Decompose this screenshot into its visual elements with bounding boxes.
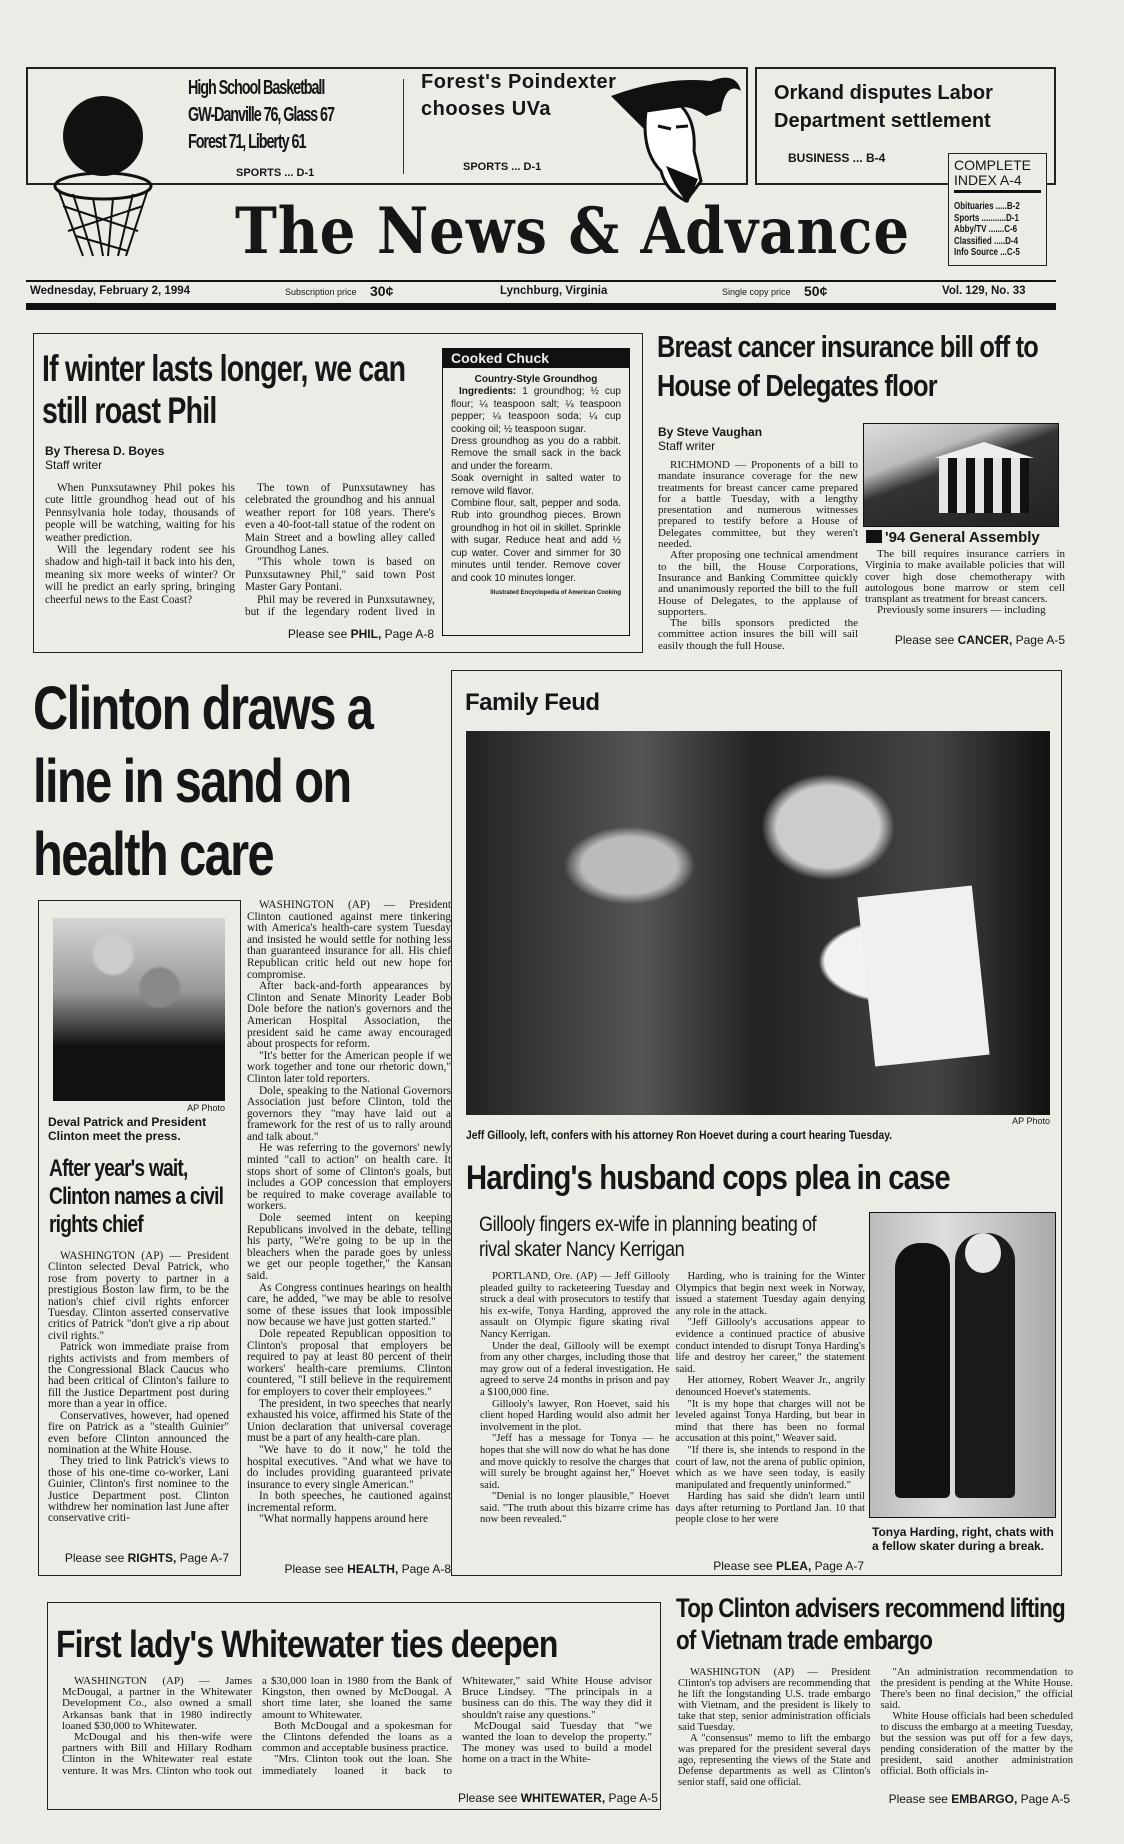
paragraph: WASHINGTON (AP) — President Clinton cautioned against mere tinkering with America's health-care system Tuesday and insisted he would settle for nothing less than guaranteed insurance for all. His chief Republican critic held out new hope for compromise. — [247, 900, 451, 981]
photo-caption: Jeff Gillooly, left, confers with his attorney Ron Hoevet during a court hearing Tuesday. — [466, 1128, 893, 1142]
index-item[interactable]: Obituaries .....B-2 — [954, 201, 1020, 212]
headline[interactable]: Harding's husband cops plea in case — [466, 1159, 950, 1197]
teaser-poindexter-ref[interactable]: SPORTS ... D-1 — [463, 161, 542, 173]
paragraph: Dole, speaking to the National Governors Association just before Clinton, told the governors they "may have laid out a framework for the rest of us to rally around and talk about." — [247, 1084, 451, 1143]
paragraph: The town of Punxsutawney has celebrated the groundhog and his annual weather report for 108 years. There's even a 40-foot-tall statue of the rodent on Main Street and a bowling alley called Groundhog Lanes. — [245, 482, 435, 557]
photo-credit: AP Photo — [1012, 1116, 1050, 1126]
headline-health[interactable]: Clinton draws a line in sand on health care — [33, 674, 373, 888]
teaser-basketball-score-1: GW-Danville 76, Glass 67 — [188, 104, 334, 126]
story-phil — [33, 333, 643, 653]
teaser-box-sports — [26, 67, 748, 185]
teaser-poindexter-title[interactable]: Forest's Poindexter chooses UVa — [421, 71, 617, 120]
basketball-hoop-icon — [48, 91, 158, 261]
index-title[interactable]: COMPLETE INDEX A-4 — [954, 158, 1041, 193]
story-whitewater — [47, 1602, 661, 1810]
paragraph: When Punxsutawney Phil pokes his cute little groundhog head out of his Pennsylvania hole today, thousands of people will be watching, waiting for his weather prediction. — [45, 482, 235, 544]
paragraph: McDougal said Tuesday that "we wanted the loan to develop the property." The money was used to build a model home on a tract in the White- — [462, 1719, 652, 1766]
subheadline: Gillooly fingers ex-wife in planning beating of rival skater Nancy Kerrigan — [479, 1213, 817, 1261]
paragraph: WASHINGTON (AP) — James McDougal, a partner in the Whitewater Development Co., also owned a small Arkansas bank that in 1980 indirectly loaned $30,000 to Whitewater. — [62, 1676, 252, 1732]
paragraph: "This whole town is based on Punxsutawney Phil," said town Post Master Gary Pontani. — [245, 556, 435, 594]
recipe-body — [443, 368, 629, 605]
story-cancer — [654, 327, 1070, 653]
recipe-steps — [451, 436, 621, 585]
byline-role: Staff writer — [45, 458, 103, 472]
recipe-subtitle: Country-Style Groundhog — [474, 374, 598, 385]
dateline — [30, 285, 1056, 301]
index-item[interactable]: Sports ...........D-1 — [954, 212, 1019, 224]
rule — [26, 280, 1056, 282]
teaser-basketball-score-2: Forest 71, Liberty 61 — [188, 131, 306, 153]
paragraph: Dress groundhog as you do a rabbit. Remove the small sack in the back and under the forearm. — [451, 436, 621, 472]
paragraph: RICHMOND — Proponents of a bill to mandate insurance coverage for the new treatments for breast cancer came prepared for a battle Tuesday, with a lengthy presentation and numerous witnesses prepared to testify before a House of Delegates committee, but they weren't needed. — [658, 460, 858, 551]
paragraph: Combine flour, salt, pepper and soda. Rub into groundhog pieces. Brown groundhog in hot oil in skillet. Sprinkle with sugar. Reduce heat and add ½ cup water. Cover and simmer for 30 minutes until tender. Remove cover and cook 10 minutes longer. — [451, 498, 621, 584]
continued-link[interactable]: Please see WHITEWATER, Page A-5 — [458, 1791, 658, 1805]
single-copy-price: 50¢ — [804, 283, 828, 299]
paragraph: "It's better for the American people if we work together and tone our rhetoric down," Clinton later told reporters. — [247, 1049, 451, 1085]
paragraph: White House officials had been scheduled to discuss the embargo at a meeting Tuesday, but the session was put off for a few days, pending consideration of the matter by the president, said another administration official. Both officials in- — [880, 1711, 1073, 1777]
continued-link[interactable]: Please see HEALTH, Page A-8 — [284, 1562, 451, 1576]
paragraph: "Denial is no longer plausible," Hoevet said. "The truth about this bizarre crime has now been revealed." — [480, 1491, 670, 1526]
story-body — [45, 482, 435, 624]
volume: Vol. 129, No. 33 — [942, 285, 1026, 297]
paragraph: Patrick won immediate praise from rights activists and from members of the Congressional Black Caucus who had been critical of Clinton's failure to fill the Justice Department post during more than a year in office. — [48, 1341, 229, 1411]
byline: By Steve Vaughan — [658, 425, 763, 439]
paragraph: Under the deal, Gillooly will be exempt from any other charges, including those that may grow out of a federal investigation. He agreed to serve 24 months in prison and pay a $100,000 fine. — [480, 1340, 670, 1398]
paragraph: Her attorney, Robert Weaver Jr., angrily denounced Hoevet's statements. — [675, 1375, 865, 1398]
continued-link[interactable]: Please see PHIL, Page A-8 — [287, 627, 434, 641]
recipe-title: Cooked Chuck — [443, 349, 629, 368]
paragraph: "Mrs. Clinton took out the loan. She immediately loaned it back to Whitewater," said White House advisor Bruce Lindsey. "The principals in a business can do this. The way they did it shouldn't raise any questions." — [262, 1676, 652, 1777]
teaser-basketball-title[interactable]: High School Basketball — [188, 77, 325, 99]
paragraph: A "consensus" memo to lift the embargo was prepared for the president several days ago, representing the views of the State and Defense departments as well as Clinton's senior staff, said one official. — [678, 1733, 871, 1788]
section-label: '94 General Assembly — [866, 529, 1040, 546]
paragraph: "Jeff Gillooly's accusations appear to evidence a continued practice of abusive conduct intended to disrupt Tonya Harding's life and destroy her career," the statement said. — [675, 1317, 865, 1375]
single-copy-label: Single copy price — [722, 287, 791, 297]
recipe-source: Illustrated Encyclopedia of American Cooking — [490, 589, 621, 596]
paragraph: Gillooly's lawyer, Ron Hoevet, said his client hoped Harding would also admit her involvement in the plot. — [480, 1398, 670, 1433]
cavalier-mascot-icon — [606, 71, 746, 211]
paragraph: Will the legendary rodent see his shadow and high-tail it back into his den, meaning six more weeks of winter? Or will he predict an early spring, bringing cheerful news to the East Coast? — [45, 544, 235, 606]
byline: By Theresa D. Boyes — [45, 444, 165, 458]
skaters-photo — [869, 1212, 1056, 1518]
byline-block — [45, 444, 164, 472]
recipe-box — [442, 348, 630, 636]
story-harding — [451, 670, 1062, 1576]
headline[interactable]: Top Clinton advisers recommend lifting of Vietnam trade embargo — [676, 1593, 1065, 1655]
paragraph: Harding has said she didn't learn until days after returning to Portland Jan. 10 that people close to her were — [675, 1491, 865, 1526]
paragraph: Phil may be revered in Punxsutawney, but if the legendary rodent lived in — [245, 593, 435, 619]
paragraph: "If there is, she intends to respond in the court of law, not the arena of public opinion, which as we have seen today, is easily manipulated and frequently uninformed." — [675, 1444, 865, 1491]
divider — [403, 79, 404, 174]
story-body — [480, 1271, 865, 1558]
headline[interactable]: Breast cancer insurance bill off to House of Delegates floor — [657, 329, 1038, 403]
teaser-basketball-lines — [188, 75, 404, 156]
paragraph: Soak overnight in salted water to remove wild flavor. — [451, 473, 621, 497]
index-item[interactable]: Abby/TV .......C-6 — [954, 224, 1018, 235]
continued-link[interactable]: Please see RIGHTS, Page A-7 — [64, 1551, 229, 1565]
paragraph: Conservatives, however, had opened fire on Patrick as a "stealth Guinier" even before Clinton announced the nomination at the White House. — [48, 1409, 229, 1456]
paragraph: He was referring to the governors' newly minted "call to action" on health care. It stops short of some of Clinton's goals, but includes a GOP concession that employers be required to make coverage available to workers. — [247, 1142, 451, 1213]
paragraph: As Congress continues hearings on health care, he added, "we may be able to resolve some of these issues that look impossible now because we have just gotten started." — [247, 1281, 451, 1329]
headline[interactable]: First lady's Whitewater ties deepen — [56, 1624, 558, 1666]
byline-block — [658, 425, 762, 453]
story-embargo — [673, 1592, 1073, 1812]
paragraph: The bills sponsors predicted the committee action insures the bill will sail easily though the full House. — [658, 617, 858, 650]
paragraph: "It is my hope that charges will not be leveled against Tonya Harding, but bear in mind that there has been no formal accusation at this point," Weaver said. — [675, 1398, 865, 1445]
teaser-orkand-title[interactable]: Orkand disputes Labor Department settlement — [774, 82, 993, 132]
paragraph: After proposing one technical amendment to the bill, the House Corporations, Insurance and Banking Committee quickly and unanimously reported the bill to the full House of Delegates, to the applause of supporters. — [658, 549, 858, 618]
paragraph: WASHINGTON (AP) — President Clinton's top advisers are recommending that he lift the longstanding U.S. trade embargo with Vietnam, and the president is likely to take that step, senior administration officials said Tuesday. — [678, 1667, 871, 1733]
paragraph: The bill requires insurance carriers in Virginia to make available policies that will cover high dose chemotherapy with autologous bone marrow or stem cell transplant as treatment for breast cancers. — [865, 549, 1065, 606]
continued-link[interactable]: Please see EMBARGO, Page A-5 — [888, 1792, 1070, 1806]
paragraph: The president, in two speeches that nearly exhausted his voice, affirmed his State of the Union declaration that universal coverage must be a part of any health-care plan. — [247, 1397, 451, 1445]
masthead-bar — [26, 303, 1056, 310]
paragraph: Both McDougal and a spokesman for the Clintons defended the loans as a common and acceptable business practice. — [262, 1719, 452, 1755]
capitol-photo — [863, 423, 1059, 527]
skaters-caption: Tonya Harding, right, chats with a fellow skater during a break. — [872, 1525, 1054, 1553]
index-item[interactable]: Classified .....D-4 — [954, 235, 1019, 247]
patrick-clinton-photo — [53, 918, 225, 1101]
headline[interactable]: If winter lasts longer, we can still roast Phil — [42, 348, 406, 431]
paragraph: "What normally happens around here — [259, 1513, 428, 1526]
index-list — [954, 201, 1024, 259]
paragraph: Previously some insurers — including — [877, 604, 1046, 617]
city: Lynchburg, Virginia — [500, 285, 608, 297]
story-body — [658, 460, 858, 650]
subscription-price: 30¢ — [370, 283, 394, 299]
story-health-body — [247, 900, 451, 1550]
section-label: Family Feud — [465, 689, 600, 716]
recipe-ingredients — [451, 386, 621, 436]
gillooly-court-photo — [466, 731, 1050, 1115]
index-item[interactable]: Info Source ...C-5 — [954, 247, 1020, 258]
subscription-label: Subscription price — [285, 287, 357, 297]
paragraph: "We have to do it now," he told the hospital executives. "And what we have to do includes providing guaranteed private insurance to every single American." — [247, 1443, 451, 1491]
photo-caption: Deval Patrick and President Clinton meet the press. — [48, 1115, 207, 1143]
issue-date: Wednesday, February 2, 1994 — [30, 285, 191, 297]
paragraph: PORTLAND, Ore. (AP) — Jeff Gillooly pleaded guilty to racketeering Tuesday and struck a deal with prosecutors to testify that his ex-wife, Tonya Harding, approved the assault on Olympic figure skating rival Nancy Kerrigan. — [480, 1271, 670, 1340]
paragraph: After back-and-forth appearances by Clinton and Senate Minority Leader Bob Dole before the nation's governors and the American Hospital Association, the president said he came away encouraged about prospects for reform. — [247, 980, 451, 1051]
teaser-basketball-ref[interactable]: SPORTS ... D-1 — [236, 167, 315, 179]
story-body — [62, 1676, 652, 1788]
index-box — [948, 153, 1047, 266]
masthead-title: The News & Advance — [235, 194, 911, 269]
story-body-2 — [865, 549, 1065, 629]
paragraph: Dole repeated Republican opposition to Clinton's proposal that employers be required to pay at least 80 percent of their workers' health-care premiums. Clinton countered, "I still believe in the requirement for employers to cover their employees." — [247, 1327, 451, 1398]
paragraph: "Jeff has a message for Tonya — he hopes that she will now do what he has done and move quickly to resolve the charges that will surely be brought against her," Hoevet said. — [480, 1433, 670, 1491]
story-rights — [38, 900, 241, 1576]
story-body — [48, 1251, 229, 1541]
paragraph: McDougal and his then-wife were partners with Bill and Hillary Rodham Clinton in the Whitewater real estate venture. It was Mrs. Clinton who took out a $30,000 loan in 1980 from the Bank of Kingston, then owned by McDougal. A short time later, she loaned the same amount to Whitewater. — [62, 1676, 452, 1777]
paragraph: Dole seemed intent on keeping Republicans involved in the debate, telling his party, "We're going to be up in the bleachers when the parade goes by unless we get our people together," the Kansan said. — [247, 1212, 451, 1282]
paragraph: Harding, who is training for the Winter Olympics that begin next week in Norway, issued a statement Tuesday again denying any role in the attack. — [675, 1271, 865, 1317]
continued-link[interactable]: Please see PLEA, Page A-7 — [713, 1559, 864, 1573]
headline[interactable]: After year's wait, Clinton names a civil rights chief — [49, 1155, 224, 1238]
paragraph: WASHINGTON (AP) — President Clinton selected Deval Patrick, who rose from poverty to partner in a prestigious Boston law firm, to be the nation's chief civil rights enforcer Tuesday. Clinton asserted conservative critics of Patrick "don't give a rip about civil rights." — [48, 1251, 229, 1342]
ingredients: 1 groundhog; ½ cup flour; ¼ teaspoon salt; ¼ teaspoon pepper; ¼ teaspoon soda; ¼ cup cooking oil; ½ teaspoon sugar. — [451, 386, 621, 435]
byline-role: Staff writer — [658, 439, 716, 453]
continued-link[interactable]: Please see CANCER, Page A-5 — [894, 633, 1065, 647]
paragraph: "An administration recommendation to the president is pending at the White House. There's been no final decision," the official said. — [880, 1667, 1073, 1711]
story-body — [678, 1667, 1073, 1789]
paragraph: In both speeches, he cautioned against incremental reform. — [247, 1490, 451, 1514]
photo-credit: AP Photo — [187, 1103, 225, 1113]
ingredients-label: Ingredients: — [459, 386, 517, 398]
paragraph: They tried to link Patrick's views to those of his one-time co-worker, Lani Guinier, Clinton's first nominee to the Justice Department post. Clinton withdrew her nomination last June after conservative criti- — [48, 1455, 229, 1525]
teaser-orkand-ref[interactable]: BUSINESS ... B-4 — [788, 151, 886, 165]
